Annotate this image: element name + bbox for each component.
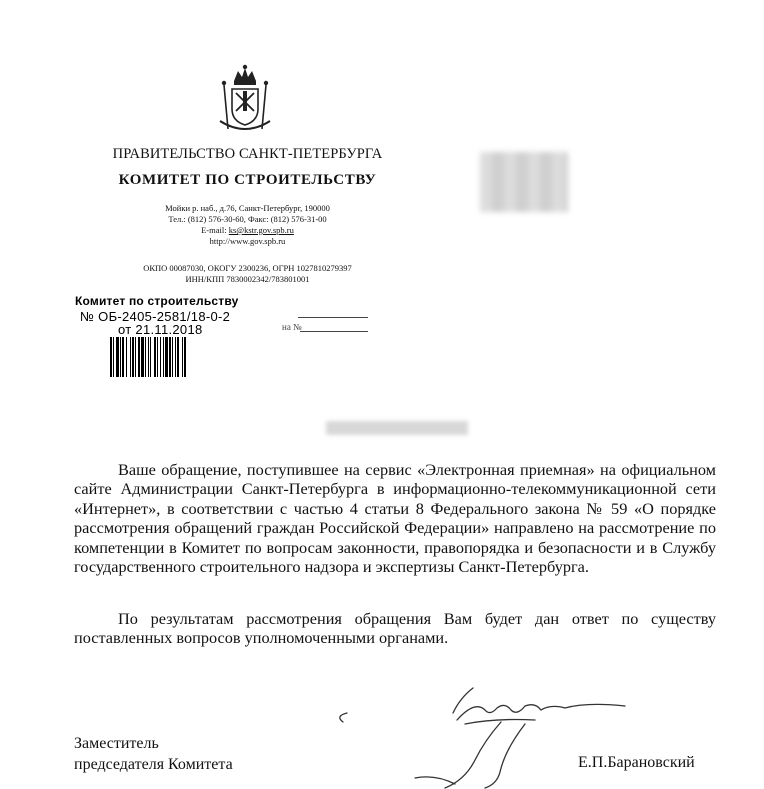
- redacted-recipient-name: [326, 421, 468, 435]
- email-label: E-mail:: [201, 225, 229, 235]
- paragraph-2: По результатам рассмотрения обращения Вам будет дан ответ по существу поставленных вопросов уполномоченными органами.: [74, 609, 716, 648]
- letter-body-2: [74, 609, 716, 648]
- barcode: [110, 337, 249, 377]
- stamp-number: № ОБ-2405-2581/18-0-2: [80, 309, 231, 324]
- letter-body: [74, 460, 716, 576]
- signatory-position: [74, 734, 233, 775]
- position-line-2: председателя Комитета: [74, 755, 233, 773]
- redacted-addressee: [480, 152, 568, 212]
- registration-codes: ОКПО 00087030, ОКОГУ 2300236, ОГРН 1027810279397: [143, 263, 352, 273]
- email-link[interactable]: ks@kstr.gov.spb.ru: [228, 225, 294, 235]
- email-line: [60, 225, 435, 236]
- position-line-1: Заместитель: [74, 735, 159, 752]
- handwritten-signature: [325, 680, 635, 789]
- website-link[interactable]: http://www.gov.spb.ru: [209, 236, 286, 246]
- committee-name: КОМИТЕТ ПО СТРОИТЕЛЬСТВУ: [118, 172, 377, 188]
- coat-of-arms-emblem: [216, 63, 274, 137]
- reference-label: на №: [282, 322, 302, 332]
- stamp-date: от 21.11.2018: [118, 322, 203, 337]
- signatory-name: Е.П.Барановский: [578, 754, 695, 771]
- phone-fax: Тел.: (812) 576-30-60, Факс: (812) 576-31-00: [168, 214, 327, 224]
- postal-address: Мойки р. наб., д.76, Санкт-Петербург, 190000: [165, 203, 330, 213]
- reference-line-top: [298, 316, 368, 318]
- tax-codes: ИНН/КПП 7830002342/783801001: [185, 274, 310, 284]
- reference-line-bottom: [300, 330, 368, 332]
- government-name: ПРАВИТЕЛЬСТВО САНКТ-ПЕТЕРБУРГА: [112, 146, 383, 162]
- paragraph-1: Ваше обращение, поступившее на сервис «Электронная приемная» на официальном сайте Администрации Санкт-Петербурга в информационно-телекоммуникационной сети «Интернет», в соответствии с частью 4 статьи 8 Федерального закона № 59 «О порядке рассмотрения обращений граждан Российской Федерации» направлено на рассмотрение по компетенции в Комитет по вопросам законности, правопорядка и безопасности и в Службу государственного строительного надзора и экспертизы Санкт-Петербурга.: [74, 460, 716, 577]
- stamp-title: Комитет по строительству: [75, 294, 239, 308]
